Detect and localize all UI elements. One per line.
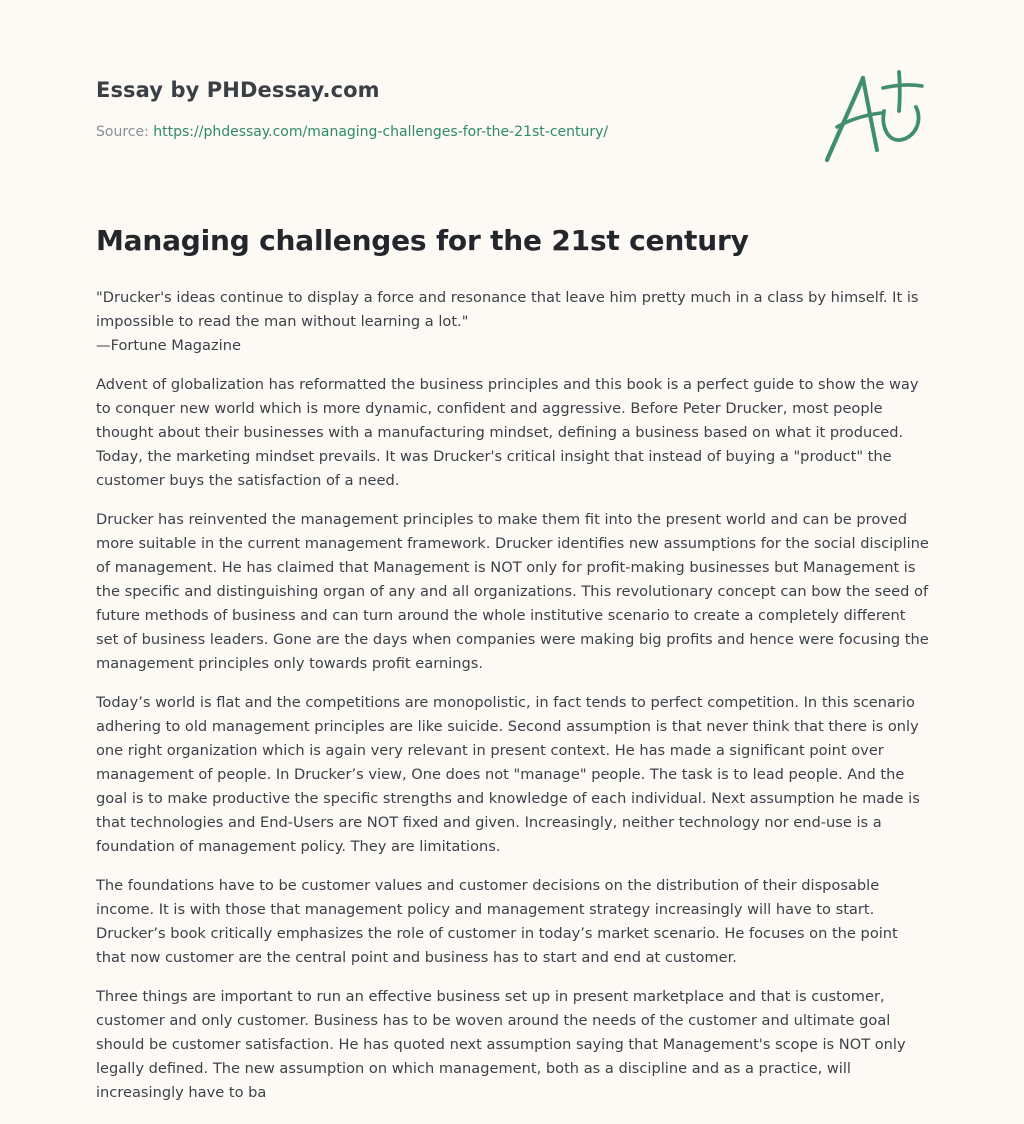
source-label: Source:	[96, 124, 149, 140]
quote-attribution: —Fortune Magazine	[96, 337, 241, 354]
source-link[interactable]: https://phdessay.com/managing-challenges-for-the-21st-century/	[153, 124, 609, 140]
header	[96, 72, 932, 182]
source-line	[96, 124, 608, 140]
body-paragraph: Today’s world is flat and the competitions are monopolistic, in fact tends to perfect competition. In this scenario adhering to old management principles are like suicide. Second assumption is that never think that there is only one right organization which is again very relevant in present context. He has made a significant point over management of people. In Drucker’s view, One does not "manage" people. The task is to lead people. And the goal is to make productive the specific strengths and knowledge of each individual. Next assumption he made is that technologies and End-Users are NOT fixed and given. Increasingly, neither technology nor end-use is a foundation of management policy. They are limitations.	[96, 694, 920, 855]
essay-title: Managing challenges for the 21st century	[96, 224, 749, 257]
body-paragraph: The foundations have to be customer values and customer decisions on the distribution of their disposable income. It is with those that management policy and management strategy increasingly will have to start. Drucker’s book critically emphasizes the role of customer in today’s market scenario. He focuses on the point that now customer are the central point and business has to start and end at customer.	[96, 877, 898, 966]
body-paragraph: Three things are important to run an effective business set up in present marketplace and that is customer, customer and only customer. Business has to be woven around the needs of the customer and ultimate goal should be customer satisfaction. He has quoted next assumption saying that Management's scope is NOT only legally defined. The new assumption on which management, both as a discipline and as a practice, will increasingly have to ba	[96, 988, 906, 1101]
quote-block	[96, 286, 932, 358]
essay-body	[96, 286, 932, 1106]
quote-text: "Drucker's ideas continue to display a force and resonance that leave him pretty much in a class by himself. It is impossible to read the man without learning a lot."	[96, 289, 919, 330]
body-paragraph: Advent of globalization has reformatted the business principles and this book is a perfect guide to show the way to conquer new world which is more dynamic, confident and aggressive. Before Peter Drucker, most people thought about their businesses with a manufacturing mindset, defining a business based on what it produced. Today, the marketing mindset prevails. It was Drucker's critical insight that instead of buying a "product" the customer buys the satisfaction of a need.	[96, 376, 919, 489]
site-title: Essay by PHDessay.com	[96, 78, 380, 102]
a-plus-logo	[823, 68, 925, 164]
body-paragraph: Drucker has reinvented the management principles to make them fit into the present world and can be proved more suitable in the current management framework. Drucker identifies new assumptions for the social discipline of management. He has claimed that Management is NOT only for profit-making businesses but Management is the specific and distinguishing organ of any and all organizations. This revolutionary concept can bow the seed of future methods of business and can turn around the whole institutive scenario to create a completely different set of business leaders. Gone are the days when companies were making big profits and hence were focusing the management principles only towards profit earnings.	[96, 511, 929, 672]
essay-page	[96, 0, 932, 1124]
